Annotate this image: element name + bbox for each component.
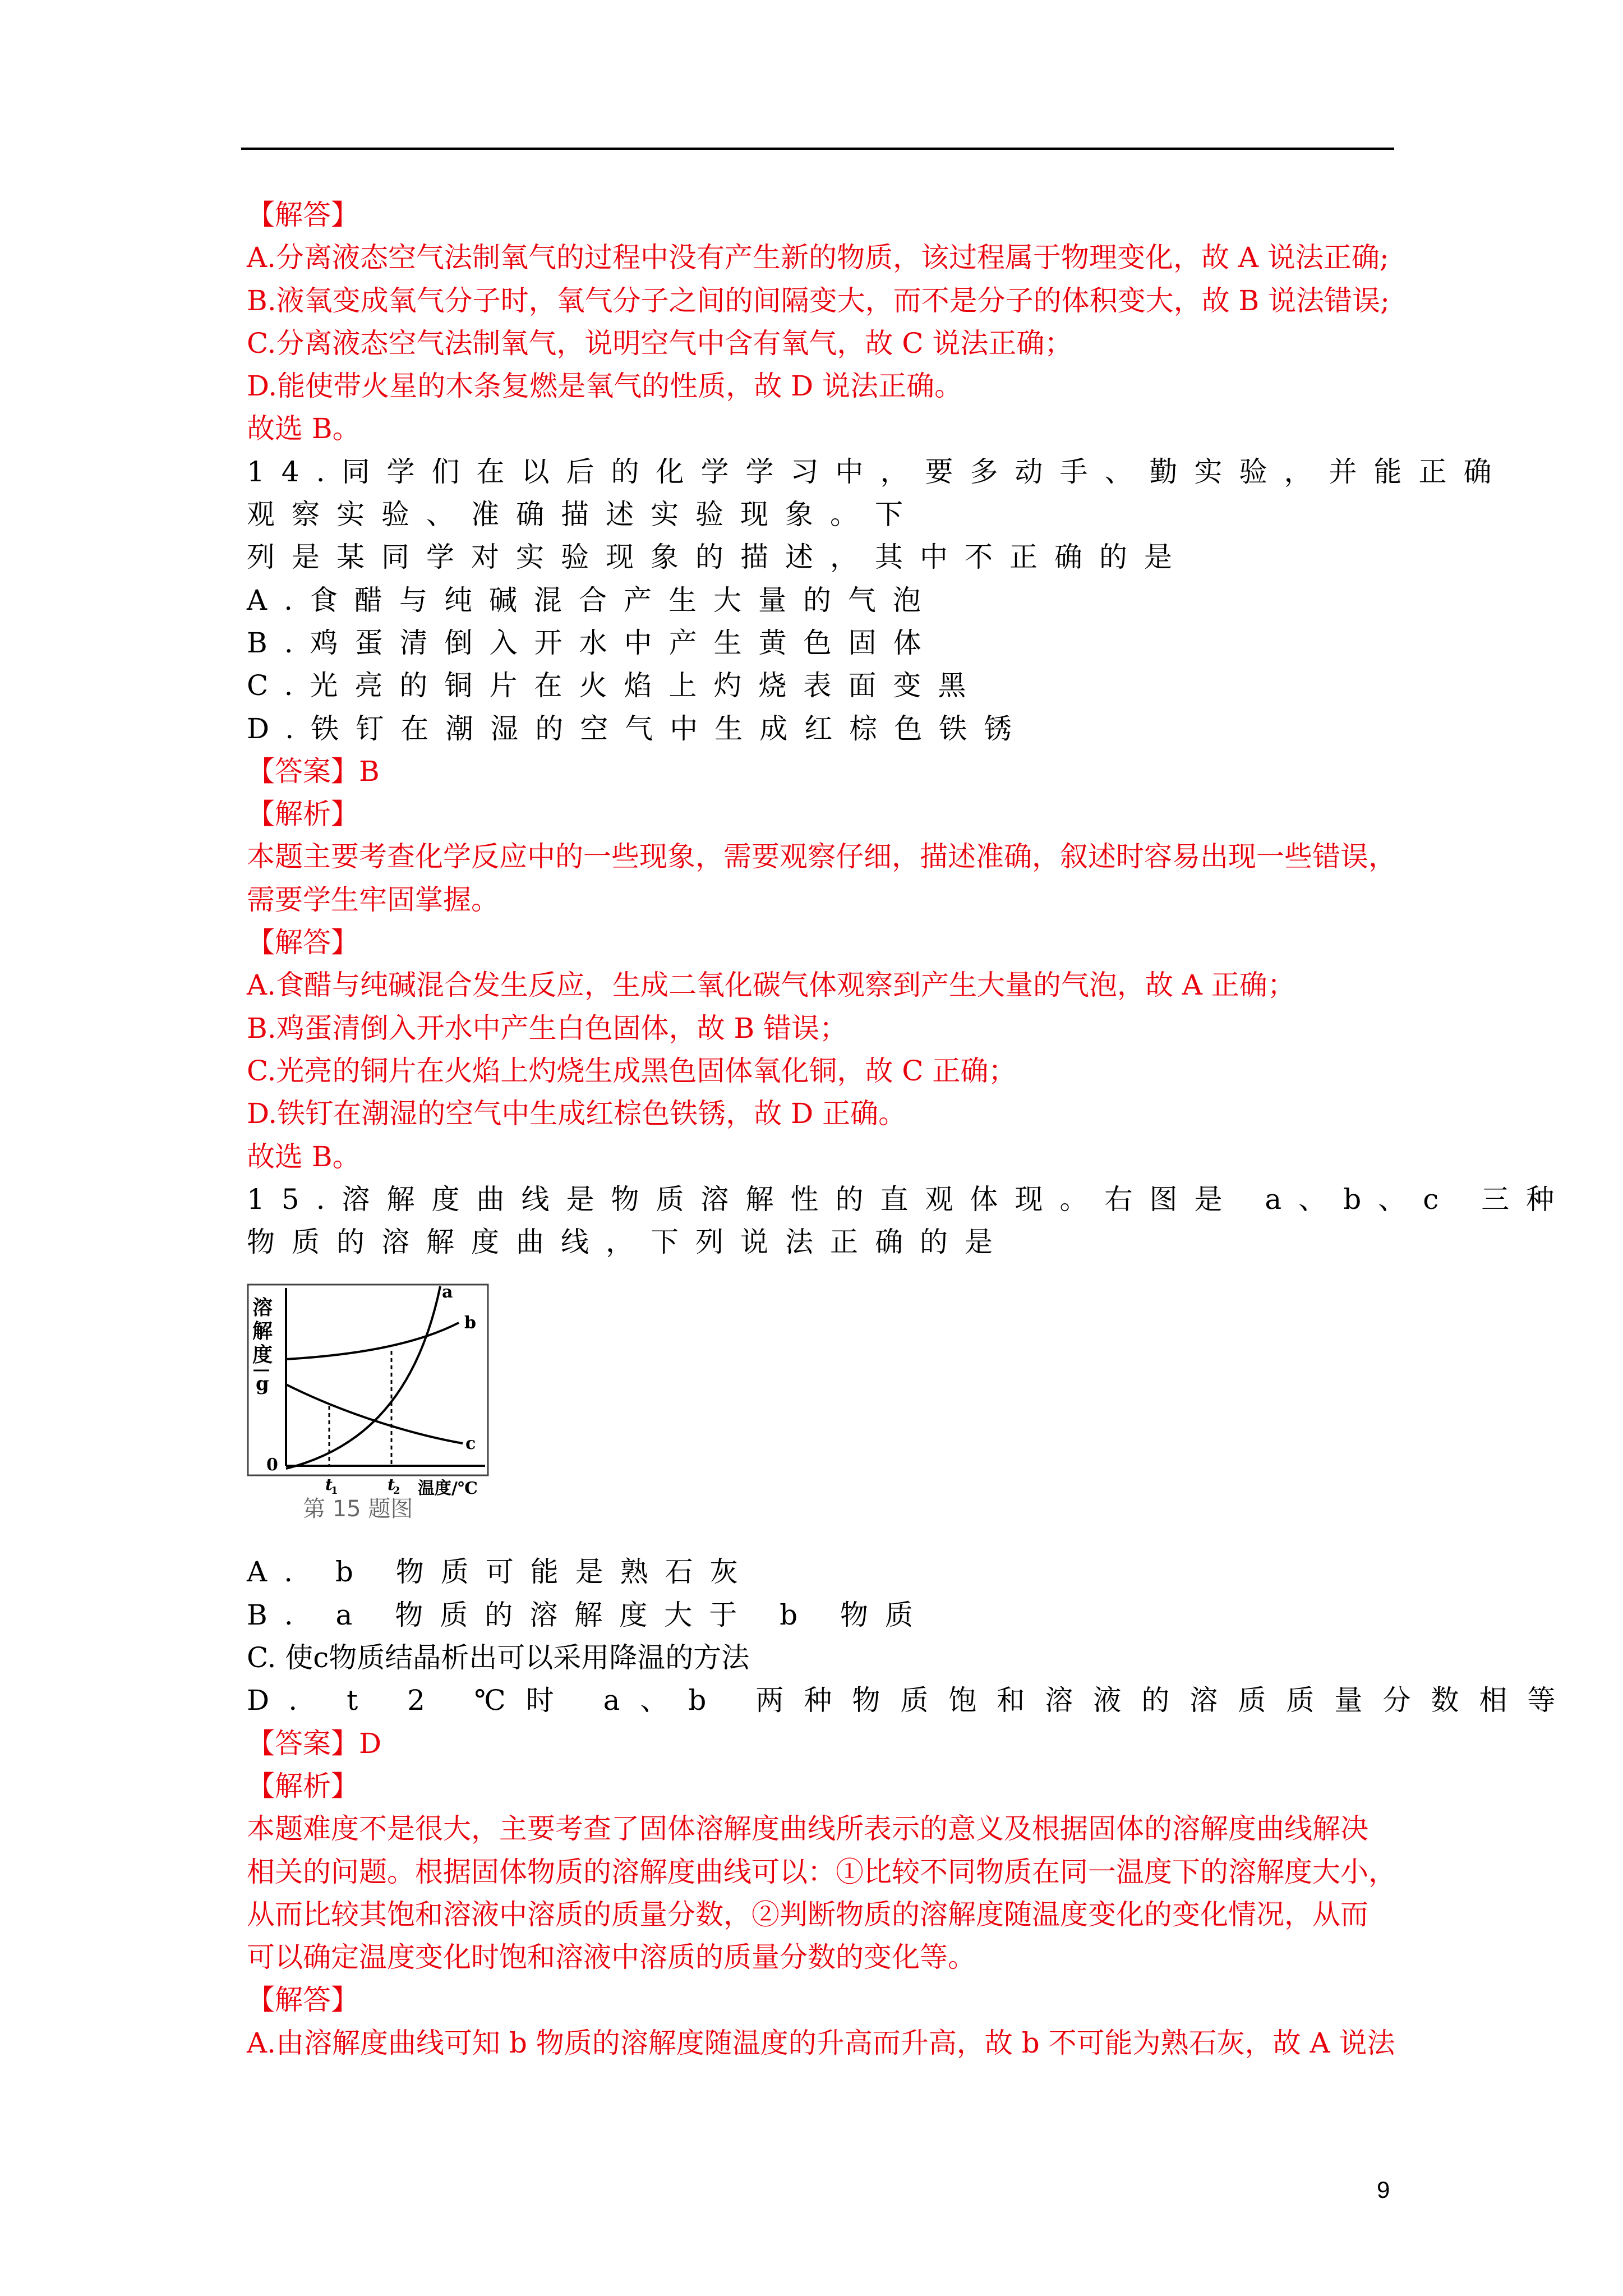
q14-stem-line1: 14.同学们在以后的化学学习中，要多动手、勤实验，并能正确 — [247, 455, 1509, 488]
q14-stem-line3: 列是某同学对实验现象的描述，其中不正确的是 — [247, 541, 1189, 574]
q13-conclusion: 故选 B。 — [247, 412, 361, 445]
q14-solution-d: D.铁钉在潮湿的空气中生成红棕色铁锈，故 D 正确。 — [247, 1097, 907, 1130]
q14-solution-heading: 【解答】 — [247, 926, 359, 959]
q15-answer: 【答案】D — [247, 1727, 382, 1760]
q13-solution-d: D.能使带火星的木条复燃是氧气的性质，故 D 说法正确。 — [247, 370, 963, 403]
t1-subscript: 1 — [331, 1485, 338, 1497]
q13-solution-a: A.分离液态空气法制氧气的过程中没有产生新的物质，该过程属于物理变化，故 A 说法正确; — [247, 241, 1389, 274]
q14-option-c: C.光亮的铜片在火焰上灼烧表面变黑 — [247, 669, 983, 702]
q14-answer: 【答案】B — [247, 754, 380, 788]
solubility-figure — [247, 1282, 499, 1522]
curve-a-label: a — [442, 1282, 453, 1303]
figure-caption: 第 15 题图 — [303, 1496, 413, 1522]
origin-label: 0 — [266, 1455, 278, 1475]
t2-label: t — [388, 1475, 395, 1494]
curve-a — [286, 1286, 440, 1469]
q14-analysis-heading: 【解析】 — [247, 798, 359, 831]
q15-option-c: C. 使c物质结晶析出可以采用降温的方法 — [247, 1641, 750, 1674]
header-rule — [241, 148, 1394, 150]
q15-analysis-heading: 【解析】 — [247, 1769, 359, 1802]
ylabel-char2: 解 — [252, 1319, 273, 1343]
curve-b-label: b — [464, 1313, 476, 1333]
page-content — [247, 194, 1576, 2064]
solubility-curve-graph — [247, 1282, 499, 1522]
q14-solution-c: C.光亮的铜片在火焰上灼烧生成黑色固体氧化铜，故 C 正确； — [247, 1054, 1017, 1087]
q13-solution-c: C.分离液态空气法制氧气，说明空气中含有氧气，故 C 说法正确； — [247, 326, 1073, 360]
q15-stem-line1: 15.溶解度曲线是物质溶解性的直观体现。右图是 a、b、c 三种 — [247, 1182, 1571, 1216]
ylabel-char3: 度 — [252, 1343, 273, 1367]
q14-analysis-line1: 本题主要考查化学反应中的一些现象，需要观察仔细，描述准确，叙述时容易出现一些错误， — [247, 840, 1396, 873]
xlabel: 温度/℃ — [418, 1479, 478, 1499]
q13-solution-b: B.液氧变成氧气分子时，氧气分子之间的间隔变大，而不是分子的体积变大，故 B 说法错误; — [247, 284, 1390, 317]
curve-c-label: c — [465, 1434, 476, 1454]
curve-b — [286, 1323, 459, 1359]
q15-analysis-line1: 本题难度不是很大，主要考查了固体溶解度曲线所表示的意义及根据固体的溶解度曲线解决 — [247, 1812, 1368, 1846]
ylabel-unit: g — [256, 1373, 269, 1396]
q14-stem-line2: 观察实验、准确描述实验现象。下 — [247, 498, 920, 531]
q15-option-a: A. b 物质可能是熟石灰 — [247, 1556, 755, 1589]
q15-solution-a: A.由溶解度曲线可知 b 物质的溶解度随温度的升高而升高，故 b 不可能为熟石灰，故 A 说法 — [247, 2026, 1395, 2059]
q15-analysis-line2: 相关的问题。根据固体物质的溶解度曲线可以：①比较不同物质在同一温度下的溶解度大小， — [247, 1855, 1396, 1888]
page-number: 9 — [1377, 2177, 1390, 2203]
curve-c — [286, 1384, 463, 1443]
q15-analysis-line3: 从而比较其饱和溶液中溶质的质量分数，②判断物质的溶解度随温度变化的变化情况，从而 — [247, 1898, 1368, 1931]
q15-option-b: B. a 物质的溶解度大于 b 物质 — [247, 1598, 930, 1631]
q14-option-b: B.鸡蛋清倒入开水中产生黄色固体 — [247, 626, 938, 659]
q14-conclusion: 故选 B。 — [247, 1140, 361, 1173]
q14-solution-a: A.食醋与纯碱混合发生反应，生成二氧化碳气体观察到产生大量的气泡，故 A 正确； — [247, 969, 1295, 1002]
q13-solution-heading: 【解答】 — [247, 199, 359, 231]
ylabel-char1: 溶 — [252, 1296, 273, 1320]
q15-analysis-line4: 可以确定温度变化时饱和溶液中溶质的质量分数的变化等。 — [247, 1941, 976, 1974]
q14-analysis-line2: 需要学生牢固掌握。 — [247, 883, 499, 916]
q14-solution-b: B.鸡蛋清倒入开水中产生白色固体，故 B 错误； — [247, 1011, 848, 1045]
q14-option-d: D.铁钉在潮湿的空气中生成红棕色铁锈 — [247, 712, 1029, 745]
graph-frame — [248, 1285, 488, 1475]
q15-option-d: D. t 2 ℃时 a、b 两种物质饱和溶液的溶质质量分数相等 — [247, 1684, 1576, 1717]
q15-solution-heading: 【解答】 — [247, 1984, 359, 2017]
t2-subscript: 2 — [393, 1485, 400, 1497]
q14-option-a: A.食醋与纯碱混合产生大量的气泡 — [247, 583, 938, 616]
q15-stem-line2: 物质的溶解度曲线，下列说法正确的是 — [247, 1226, 1009, 1259]
t1-label: t — [325, 1475, 333, 1494]
